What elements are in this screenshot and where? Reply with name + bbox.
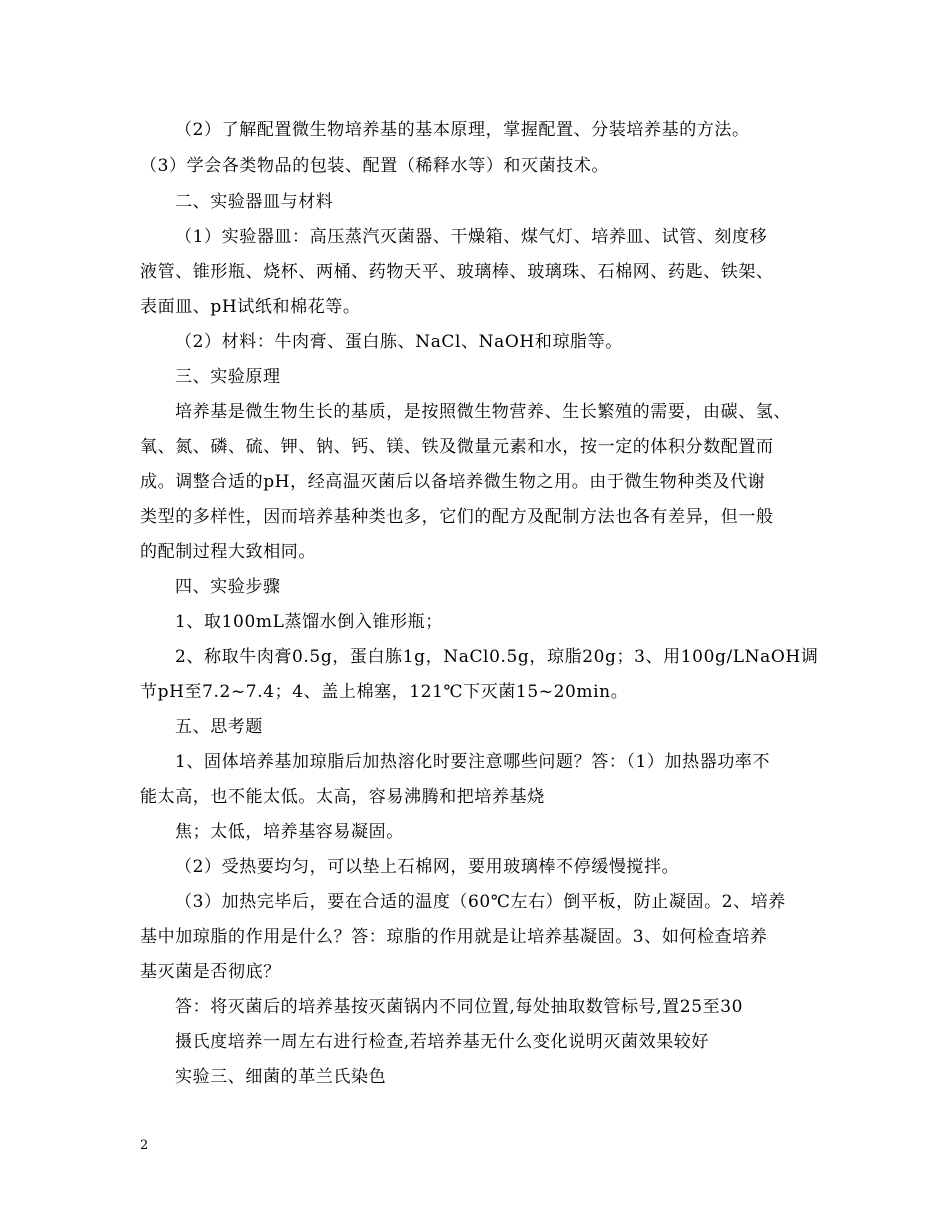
paragraph-line: （2）了解配置微生物培养基的基本原理，掌握配置、分装培养基的方法。 xyxy=(175,120,750,140)
paragraph-line: 摄氏度培养一周左右进行检查,若培养基无什么变化说明灭菌效果较好 xyxy=(175,1032,710,1052)
paragraph-line: 的配制过程大致相同。 xyxy=(140,542,316,562)
paragraph-line: 1、取100mL蒸馏水倒入锥形瓶； xyxy=(175,612,443,632)
paragraph-line: （3）加热完毕后，要在合适的温度（60℃左右）倒平板，防止凝固。2、培养 xyxy=(175,892,786,912)
section-heading: 四、实验步骤 xyxy=(175,577,281,597)
page-number: 2 xyxy=(140,1138,149,1153)
section-heading: 二、实验器皿与材料 xyxy=(175,192,334,212)
paragraph-line: （1）实验器皿：高压蒸汽灭菌器、干燥箱、煤气灯、培养皿、试管、刻度移 xyxy=(175,227,768,247)
paragraph-line: 氧、氮、磷、硫、钾、钠、钙、镁、铁及微量元素和水，按一定的体积分数配置而 xyxy=(140,437,774,457)
section-heading: 实验三、细菌的革兰氏染色 xyxy=(175,1067,387,1087)
paragraph-line: （2）材料：牛肉膏、蛋白胨、NaCl、NaOH和琼脂等。 xyxy=(175,332,623,352)
paragraph-line: （2）受热要均匀，可以垫上石棉网，要用玻璃棒不停缓慢搅拌。 xyxy=(175,857,680,877)
paragraph-line: 2、称取牛肉膏0.5g，蛋白胨1g，NaCl0.5g，琼脂20g；3、用100g/LNaOH调 xyxy=(175,647,819,667)
paragraph-line: 基灭菌是否彻底？ xyxy=(140,962,281,982)
paragraph-line: 1、固体培养基加琼脂后加热溶化时要注意哪些问题？答：（1）加热器功率不 xyxy=(175,752,771,772)
paragraph-line: 基中加琼脂的作用是什么？答：琼脂的作用就是让培养基凝固。3、如何检查培养 xyxy=(140,927,768,947)
paragraph-line: 类型的多样性，因而培养基种类也多，它们的配方及配制方法也各有差异，但一般 xyxy=(140,507,774,527)
paragraph-line: 成。调整合适的pH，经高温灭菌后以备培养微生物之用。由于微生物种类及代谢 xyxy=(140,472,766,492)
paragraph-line: 培养基是微生物生长的基质，是按照微生物营养、生长繁殖的需要，由碳、氢、 xyxy=(175,402,791,422)
paragraph-line: 表面皿、pH试纸和棉花等。 xyxy=(140,297,361,317)
section-heading: 三、实验原理 xyxy=(175,367,281,387)
paragraph-line: 答：将灭菌后的培养基按灭菌锅内不同位置,每处抽取数管标号,置25至30 xyxy=(175,997,744,1017)
paragraph-line: 节pH至7.2~7.4；4、盖上棉塞，121℃下灭菌15~20min。 xyxy=(140,682,629,702)
paragraph-line: 液管、锥形瓶、烧杯、两桶、药物天平、玻璃棒、玻璃珠、石棉网、药匙、铁架、 xyxy=(140,262,774,282)
section-heading: 五、思考题 xyxy=(175,717,263,737)
paragraph-line: 焦；太低，培养基容易凝固。 xyxy=(175,822,404,842)
paragraph-line: 能太高，也不能太低。太高，容易沸腾和把培养基烧 xyxy=(140,787,545,807)
paragraph-line: （3）学会各类物品的包装、配置（稀释水等）和灭菌技术。 xyxy=(140,156,610,176)
